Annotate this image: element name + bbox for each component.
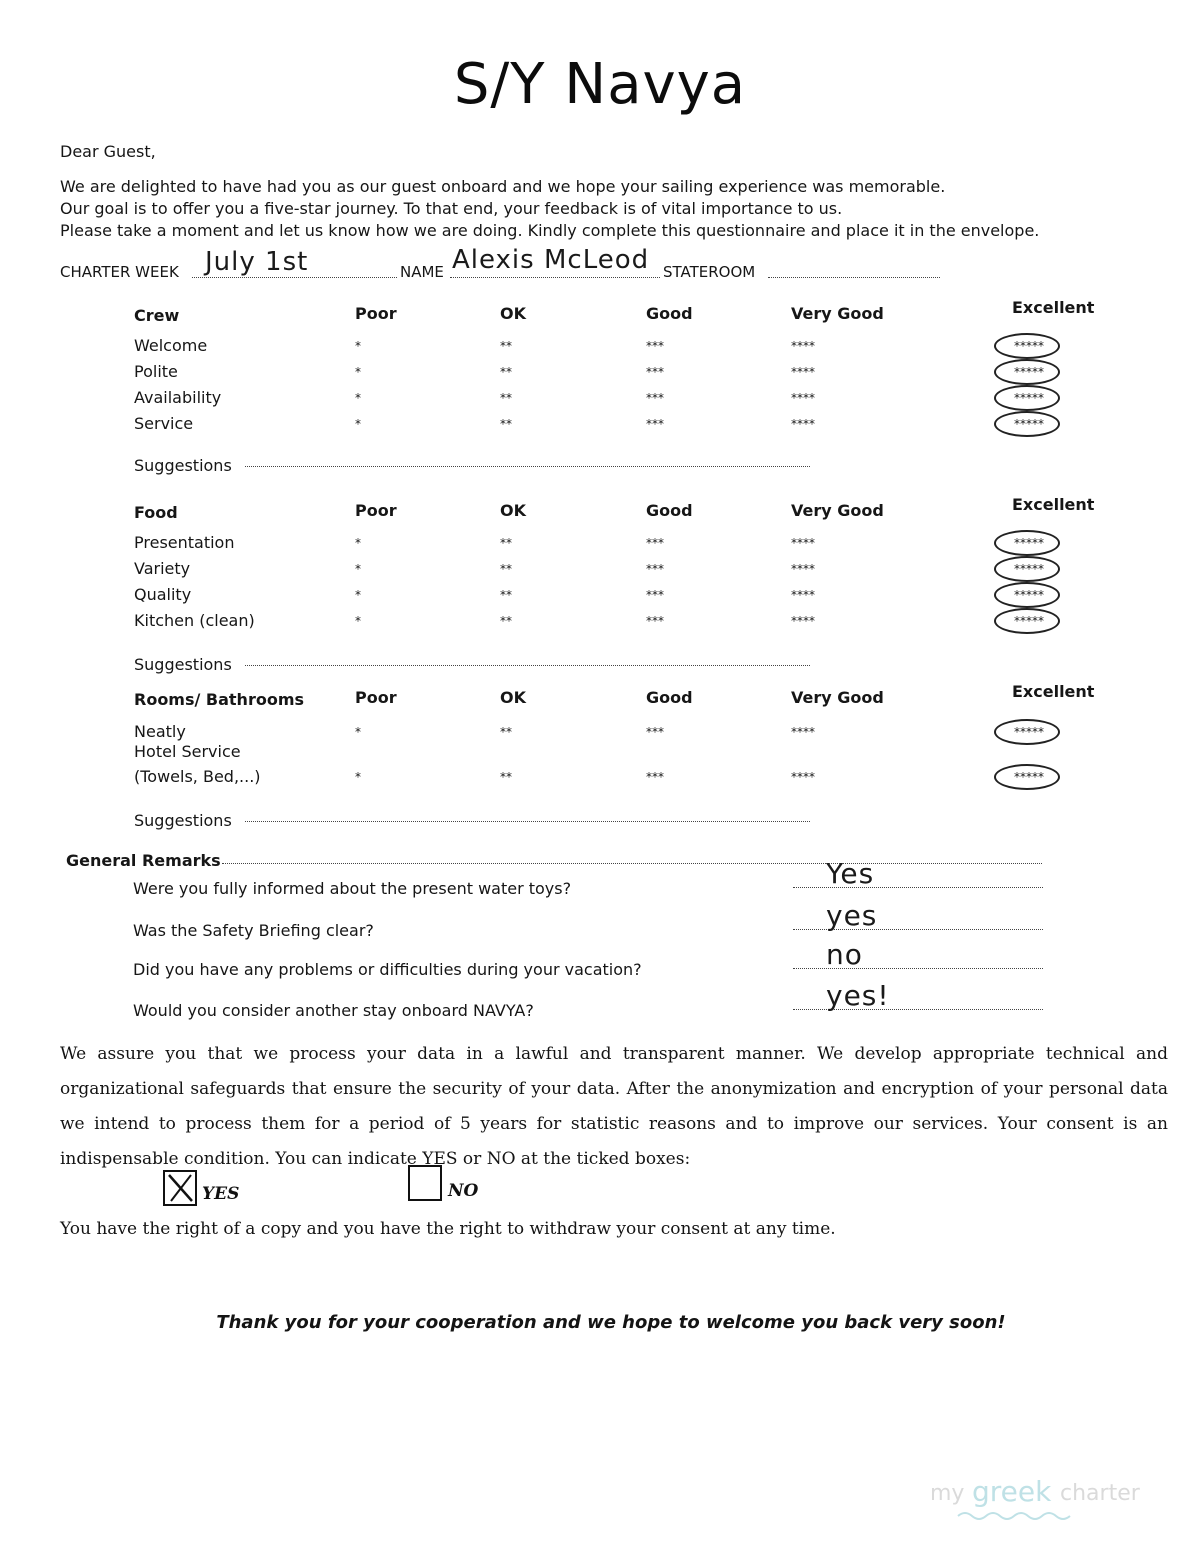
rating-stars-option[interactable]: ** [500,536,512,550]
charter-week-value[interactable]: July 1st [205,247,309,277]
rating-stars-option[interactable]: ***** [1014,562,1044,576]
logo-text-left: my [930,1481,965,1506]
rating-stars-option[interactable]: **** [791,391,815,405]
rating-item-label: Availability [134,388,222,407]
rating-item-label: Service [134,414,194,433]
rating-column-header: Good [646,304,693,323]
rating-stars-option[interactable]: ** [500,614,512,628]
rating-stars-option[interactable]: * [355,339,361,353]
rating-stars-option[interactable]: * [355,562,361,576]
closing-message: Thank you for your cooperation and we hope to welcome you back very soon! [216,1312,1006,1333]
consent-no-label: NO [448,1181,479,1201]
rating-stars-option[interactable]: *** [646,417,664,431]
suggestions-line[interactable] [245,665,810,666]
rating-stars-option[interactable]: * [355,536,361,550]
intro-line-2: Our goal is to offer you a five-star journey. To that end, your feedback is of vital importance to us. [60,199,843,218]
selected-rating-circle [994,764,1060,790]
general-question: Was the Safety Briefing clear? [133,921,374,940]
intro-line-3: Please take a moment and let us know how we are doing. Kindly complete this questionnaire and place it in the envelope. [60,221,1040,240]
rating-stars-option[interactable]: ** [500,562,512,576]
rating-stars-option[interactable]: ***** [1014,725,1044,739]
selected-rating-circle [994,385,1060,411]
rating-stars-option[interactable]: ***** [1014,417,1044,431]
consent-no-checkbox[interactable] [408,1165,442,1201]
rating-stars-option[interactable]: * [355,365,361,379]
suggestions-label: Suggestions [134,811,232,830]
general-question: Did you have any problems or difficulties during your vacation? [133,960,642,979]
rating-column-header: Excellent [1012,298,1095,317]
selected-rating-circle [994,359,1060,385]
rating-stars-option[interactable]: ***** [1014,339,1044,353]
rating-column-header: Very Good [791,688,884,707]
rating-stars-option[interactable]: * [355,588,361,602]
checkmark-x-icon [165,1172,195,1204]
rating-stars-option[interactable]: * [355,614,361,628]
privacy-statement: We assure you that we process your data in a lawful and transparent manner. We develop appropriate technical and organizational safeguards that ensure the security of your data. After the anonymization and encryption of your personal data we intend to process them for a period of 5 years for statistic reasons and to improve our services. Your consent is an indispensable condition. You can indicate YES or NO at the ticked boxes: [60,1044,1168,1169]
copy-right-statement: You have the right of a copy and you have the right to withdraw your consent at any time. [60,1219,836,1239]
watermark-logo [930,1475,1170,1521]
rating-item-label: Neatly [134,722,186,741]
rating-column-header: Excellent [1012,682,1095,701]
rating-stars-option[interactable]: *** [646,588,664,602]
rating-stars-option[interactable]: ***** [1014,365,1044,379]
rating-stars-option[interactable]: *** [646,339,664,353]
consent-yes-checkbox[interactable] [163,1170,197,1206]
selected-rating-circle [994,582,1060,608]
rating-item-label: Polite [134,362,178,381]
charter-info-row [60,245,940,289]
rating-stars-option[interactable]: ***** [1014,588,1044,602]
rating-stars-option[interactable]: **** [791,725,815,739]
rating-column-header: OK [500,304,526,323]
handwritten-answer[interactable]: no [826,938,863,971]
handwritten-answer[interactable]: Yes [826,857,875,890]
suggestions-label: Suggestions [134,655,232,674]
selected-rating-circle [994,608,1060,634]
rating-stars-option[interactable]: ** [500,725,512,739]
rating-column-header: Very Good [791,304,884,323]
rating-stars-option[interactable]: ** [500,365,512,379]
selected-rating-circle [994,333,1060,359]
rating-item-label: Welcome [134,336,208,355]
rating-stars-option[interactable]: ** [500,770,512,784]
rating-stars-option[interactable]: * [355,725,361,739]
intro-line-1: We are delighted to have had you as our guest onboard and we hope your sailing experience was memorable. [60,177,946,196]
rating-stars-option[interactable]: *** [646,562,664,576]
rating-item-label: Quality [134,585,192,604]
suggestions-line[interactable] [245,466,810,467]
section-heading: Crew [134,306,180,325]
handwritten-answer[interactable]: yes! [826,979,890,1012]
rating-column-header: Good [646,688,693,707]
handwritten-answer[interactable]: yes [826,899,878,932]
rating-stars-option[interactable]: **** [791,770,815,784]
rating-stars-option[interactable]: *** [646,536,664,550]
rating-item-label: Hotel Service [134,742,241,761]
rating-column-header: Very Good [791,501,884,520]
rating-stars-option[interactable]: * [355,417,361,431]
rating-stars-option[interactable]: **** [791,417,815,431]
rating-stars-option[interactable]: ***** [1014,770,1044,784]
rating-column-header: OK [500,688,526,707]
rating-column-header: OK [500,501,526,520]
suggestions-line[interactable] [245,821,810,822]
rating-stars-option[interactable]: ***** [1014,614,1044,628]
selected-rating-circle [994,411,1060,437]
rating-stars-option[interactable]: ** [500,391,512,405]
rating-item-label: Kitchen (clean) [134,611,255,630]
logo-text-right: charter [1060,1481,1140,1506]
rating-stars-option[interactable]: ***** [1014,391,1044,405]
rating-stars-option[interactable]: *** [646,391,664,405]
rating-item-label: Variety [134,559,191,578]
selected-rating-circle [994,719,1060,745]
rating-stars-option[interactable]: *** [646,725,664,739]
page-title: S/Y Navya [453,52,747,117]
rating-column-header: Excellent [1012,495,1095,514]
name-value[interactable]: Alexis McLeod [452,245,650,275]
rating-stars-option[interactable]: * [355,391,361,405]
rating-stars-option[interactable]: *** [646,770,664,784]
stateroom-label: STATEROOM [663,263,756,281]
general-remarks-label: General Remarks [66,851,221,870]
rating-stars-option[interactable]: ** [500,588,512,602]
rating-item-label: Presentation [134,533,235,552]
rating-stars-option[interactable]: *** [646,365,664,379]
rating-stars-option[interactable]: ** [500,339,512,353]
rating-column-header: Poor [355,304,397,323]
name-line [450,277,660,278]
suggestions-label: Suggestions [134,456,232,475]
greeting: Dear Guest, [60,142,156,161]
rating-column-header: Poor [355,688,397,707]
general-question: Would you consider another stay onboard NAVYA? [133,1001,534,1020]
selected-rating-circle [994,530,1060,556]
general-question: Were you fully informed about the present water toys? [133,879,572,898]
section-heading: Food [134,503,178,522]
rating-stars-option[interactable]: **** [791,339,815,353]
selected-rating-circle [994,556,1060,582]
rating-column-header: Poor [355,501,397,520]
logo-text-main: greek [972,1475,1052,1508]
rating-stars-option[interactable]: *** [646,614,664,628]
stateroom-line[interactable] [768,277,940,278]
name-label: NAME [400,263,444,281]
charter-week-label: CHARTER WEEK [60,263,179,281]
rating-stars-option[interactable]: **** [791,365,815,379]
rating-stars-option[interactable]: **** [791,614,815,628]
rating-item-label: (Towels, Bed,...) [134,767,261,786]
consent-yes-label: YES [202,1184,240,1204]
charter-week-line [192,277,397,278]
wave-icon [956,1509,1076,1523]
rating-stars-option[interactable]: ** [500,417,512,431]
general-remarks-line[interactable] [222,863,1042,864]
rating-stars-option[interactable]: **** [791,588,815,602]
rating-stars-option[interactable]: **** [791,536,815,550]
rating-column-header: Good [646,501,693,520]
section-heading: Rooms/ Bathrooms [134,690,305,709]
rating-stars-option[interactable]: ***** [1014,536,1044,550]
rating-stars-option[interactable]: * [355,770,361,784]
rating-stars-option[interactable]: **** [791,562,815,576]
